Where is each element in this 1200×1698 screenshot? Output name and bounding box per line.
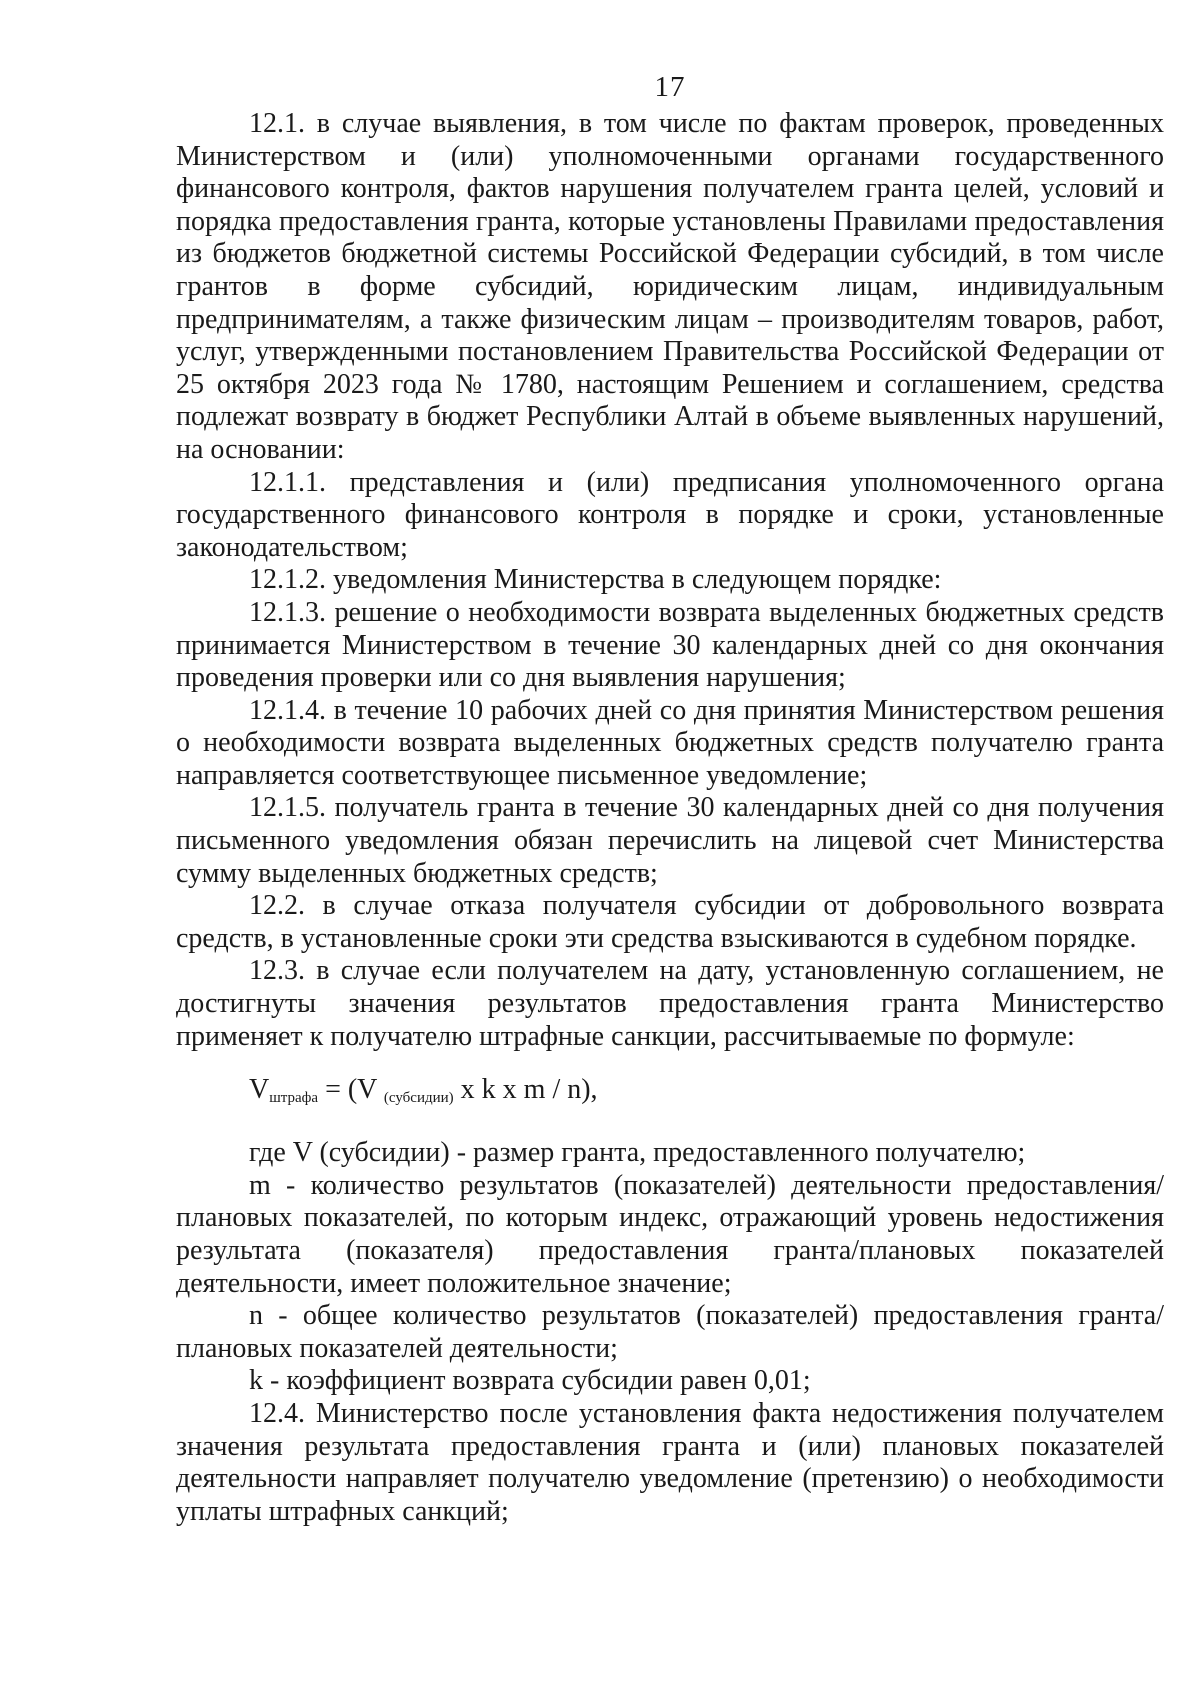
paragraph-12-1-4: 12.1.4. в течение 10 рабочих дней со дня принятия Министерством решения о необходимости возврата выделенных бюджетных средств получателю гранта направляется соответствующее письменное уведомление; (176, 694, 1164, 791)
page-number: 17 (654, 71, 686, 103)
paragraph-12-1-5: 12.1.5. получатель гранта в течение 30 календарных дней со дня получения письменного уведомления обязан перечислить на лицевой счет Министерства сумму выделенных бюджетных средств; (176, 792, 1164, 889)
formula-eq-open: = (V (318, 1074, 384, 1106)
paragraph-12-1-3: 12.1.3. решение о необходимости возврата выделенных бюджетных средств принимается Министерством в течение 30 календарных дней со дня окончания проведения проверки или со дня выявления нарушения; (176, 596, 1164, 694)
document-page (176, 68, 1164, 1528)
definition-k: k - коэффициент возврата субсидии равен 0,01; (249, 1365, 811, 1397)
formula-spacer (176, 1109, 1164, 1137)
formula-lhs: V (249, 1074, 270, 1106)
paragraph-12-2: 12.2. в случае отказа получателя субсидии от добровольного возврата средств, в установленные сроки эти средства взыскиваются в судебном порядке. (176, 890, 1164, 954)
penalty-formula (176, 1073, 1164, 1109)
document-body-after-formula (176, 1137, 1164, 1528)
paragraph-12-1-2: 12.1.2. уведомления Министерства в следующем порядке: (249, 564, 942, 596)
formula-rhs-rest: x k x m / n), (453, 1074, 598, 1106)
formula-rhs-subscript: (субсидии) (383, 1090, 454, 1107)
paragraph-12-1: 12.1. в случае выявления, в том числе по фактам проверок, проведенных Министерством и (или) уполномоченными органами государственного финансового контроля, фактов нарушения получателем гранта целей, условий и порядка предоставления гранта, которые установлены Правилами предоставления из бюджетов бюджетной системы Российской Федерации субсидий, в том числе грантов в форме субсидий, юридическим лицам, индивидуальным предпринимателям, а также физическим лицам – производителям товаров, работ, услуг, утвержденными постановлением Правительства Российской Федерации от 25 октября 2023 года № 1780, настоящим Решением и соглашением, средства подлежат возврату в бюджет Республики Алтай в объеме выявленных нарушений, на основании: (176, 108, 1164, 465)
formula-lhs-subscript: штрафа (269, 1090, 319, 1107)
definition-n: n - общее количество результатов (показателей) предоставления гранта/плановых показателей деятельности; (176, 1300, 1164, 1364)
paragraph-12-3: 12.3. в случае если получателем на дату, установленную соглашением, не достигнуты значения результатов предоставления гранта Министерство применяет к получателю штрафные санкции, рассчитываемые по формуле: (176, 955, 1164, 1052)
document-body-before-formula (176, 108, 1164, 1053)
paragraph-12-1-1: 12.1.1. представления и (или) предписания уполномоченного органа государственного финансового контроля в порядке и сроки, установленные законодательством; (176, 466, 1164, 563)
definition-m: m - количество результатов (показателей) деятельности предоставления/плановых показателей, по которым индекс, отражающий уровень недостижения результата (показателя) предоставления гранта/плановых показателей деятельности, имеет положительное значение; (176, 1169, 1164, 1299)
paragraph-12-4: 12.4. Министерство после установления факта недостижения получателем значения результата предоставления гранта и (или) плановых показателей деятельности направляет получателю уведомление (претензию) о необходимости уплаты штрафных санкций; (176, 1397, 1164, 1527)
definition-v: где V (субсидии) - размер гранта, предоставленного получателю; (249, 1137, 1026, 1169)
